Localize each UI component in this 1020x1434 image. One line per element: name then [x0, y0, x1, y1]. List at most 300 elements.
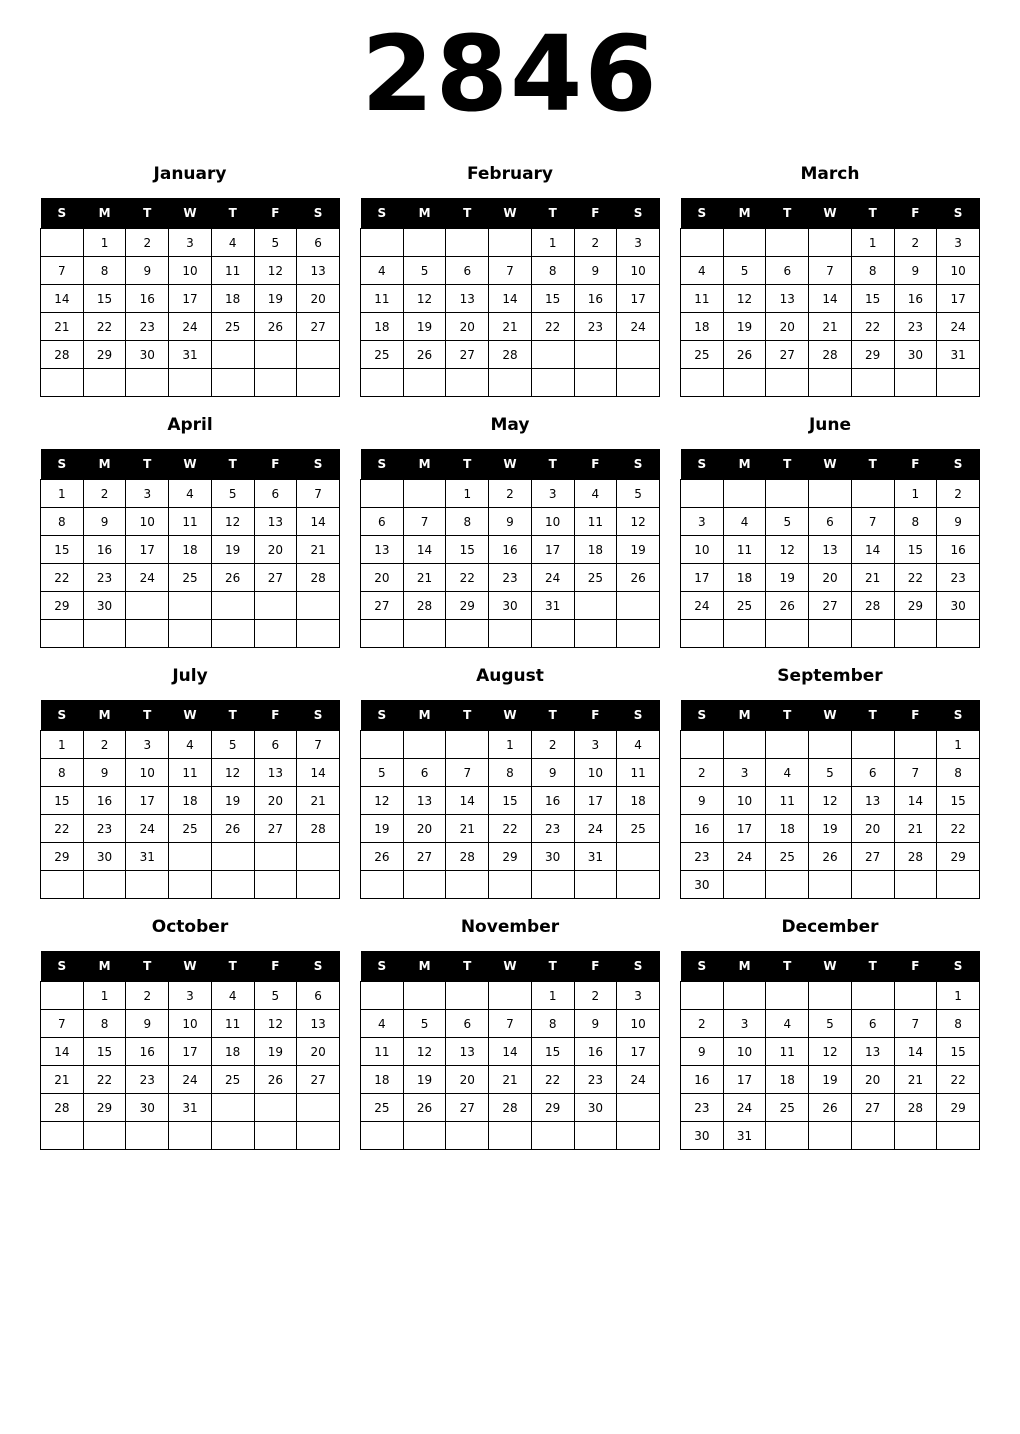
day-cell[interactable]: 29	[531, 1094, 574, 1122]
day-cell[interactable]	[809, 369, 852, 397]
day-cell[interactable]: 24	[126, 564, 169, 592]
day-cell[interactable]: 7	[446, 759, 489, 787]
day-cell[interactable]: 19	[403, 1066, 446, 1094]
day-cell[interactable]: 23	[681, 1094, 724, 1122]
day-cell[interactable]	[446, 369, 489, 397]
day-cell[interactable]: 27	[446, 341, 489, 369]
day-cell[interactable]: 19	[403, 313, 446, 341]
day-cell[interactable]: 10	[617, 257, 660, 285]
day-cell[interactable]: 2	[681, 759, 724, 787]
day-cell[interactable]: 8	[531, 257, 574, 285]
day-cell[interactable]: 22	[446, 564, 489, 592]
day-cell[interactable]: 13	[766, 285, 809, 313]
day-cell[interactable]	[766, 229, 809, 257]
day-cell[interactable]: 29	[41, 843, 84, 871]
day-cell[interactable]: 19	[809, 815, 852, 843]
day-cell[interactable]: 4	[361, 257, 404, 285]
day-cell[interactable]: 17	[617, 1038, 660, 1066]
day-cell[interactable]: 2	[681, 1010, 724, 1038]
day-cell[interactable]	[809, 1122, 852, 1150]
day-cell[interactable]	[169, 1122, 212, 1150]
day-cell[interactable]: 31	[937, 341, 980, 369]
day-cell[interactable]	[574, 369, 617, 397]
day-cell[interactable]: 30	[894, 341, 937, 369]
day-cell[interactable]: 27	[297, 313, 340, 341]
day-cell[interactable]: 12	[254, 1010, 297, 1038]
day-cell[interactable]: 1	[894, 480, 937, 508]
day-cell[interactable]	[446, 1122, 489, 1150]
day-cell[interactable]: 29	[41, 592, 84, 620]
day-cell[interactable]	[169, 843, 212, 871]
day-cell[interactable]	[681, 620, 724, 648]
day-cell[interactable]: 15	[83, 1038, 126, 1066]
day-cell[interactable]	[83, 369, 126, 397]
day-cell[interactable]: 18	[211, 285, 254, 313]
day-cell[interactable]: 23	[83, 564, 126, 592]
day-cell[interactable]: 9	[489, 508, 532, 536]
day-cell[interactable]	[531, 1122, 574, 1150]
day-cell[interactable]: 12	[766, 536, 809, 564]
day-cell[interactable]: 24	[681, 592, 724, 620]
day-cell[interactable]	[297, 871, 340, 899]
day-cell[interactable]: 13	[446, 285, 489, 313]
day-cell[interactable]	[766, 480, 809, 508]
day-cell[interactable]	[446, 229, 489, 257]
day-cell[interactable]: 13	[361, 536, 404, 564]
day-cell[interactable]: 6	[766, 257, 809, 285]
day-cell[interactable]	[723, 229, 766, 257]
day-cell[interactable]: 19	[211, 536, 254, 564]
day-cell[interactable]	[531, 871, 574, 899]
day-cell[interactable]: 27	[851, 1094, 894, 1122]
day-cell[interactable]: 28	[446, 843, 489, 871]
day-cell[interactable]: 4	[723, 508, 766, 536]
day-cell[interactable]	[766, 1122, 809, 1150]
day-cell[interactable]	[361, 229, 404, 257]
day-cell[interactable]: 23	[681, 843, 724, 871]
day-cell[interactable]	[446, 731, 489, 759]
day-cell[interactable]: 26	[254, 313, 297, 341]
day-cell[interactable]: 28	[809, 341, 852, 369]
day-cell[interactable]	[681, 982, 724, 1010]
day-cell[interactable]	[766, 620, 809, 648]
day-cell[interactable]: 27	[766, 341, 809, 369]
day-cell[interactable]	[211, 843, 254, 871]
day-cell[interactable]: 3	[723, 1010, 766, 1038]
day-cell[interactable]: 4	[361, 1010, 404, 1038]
day-cell[interactable]: 5	[211, 731, 254, 759]
day-cell[interactable]: 3	[531, 480, 574, 508]
day-cell[interactable]: 6	[403, 759, 446, 787]
day-cell[interactable]	[681, 229, 724, 257]
day-cell[interactable]: 28	[489, 1094, 532, 1122]
day-cell[interactable]: 31	[169, 341, 212, 369]
day-cell[interactable]: 1	[41, 480, 84, 508]
day-cell[interactable]: 9	[937, 508, 980, 536]
day-cell[interactable]: 25	[723, 592, 766, 620]
day-cell[interactable]	[126, 1122, 169, 1150]
day-cell[interactable]: 15	[894, 536, 937, 564]
day-cell[interactable]	[254, 369, 297, 397]
day-cell[interactable]: 2	[894, 229, 937, 257]
day-cell[interactable]: 6	[254, 480, 297, 508]
day-cell[interactable]: 8	[41, 508, 84, 536]
day-cell[interactable]: 3	[169, 982, 212, 1010]
day-cell[interactable]: 29	[83, 1094, 126, 1122]
day-cell[interactable]: 23	[894, 313, 937, 341]
day-cell[interactable]: 16	[126, 285, 169, 313]
day-cell[interactable]: 28	[894, 843, 937, 871]
day-cell[interactable]: 13	[403, 787, 446, 815]
day-cell[interactable]: 23	[531, 815, 574, 843]
day-cell[interactable]: 24	[617, 313, 660, 341]
day-cell[interactable]	[809, 620, 852, 648]
day-cell[interactable]: 27	[254, 815, 297, 843]
day-cell[interactable]: 28	[41, 341, 84, 369]
day-cell[interactable]	[211, 1094, 254, 1122]
day-cell[interactable]: 30	[681, 871, 724, 899]
day-cell[interactable]	[617, 341, 660, 369]
day-cell[interactable]: 1	[851, 229, 894, 257]
day-cell[interactable]: 30	[681, 1122, 724, 1150]
day-cell[interactable]: 13	[446, 1038, 489, 1066]
day-cell[interactable]	[617, 369, 660, 397]
day-cell[interactable]: 8	[937, 1010, 980, 1038]
day-cell[interactable]: 25	[766, 1094, 809, 1122]
day-cell[interactable]: 24	[937, 313, 980, 341]
day-cell[interactable]	[297, 843, 340, 871]
day-cell[interactable]: 31	[169, 1094, 212, 1122]
day-cell[interactable]: 3	[617, 982, 660, 1010]
day-cell[interactable]: 10	[574, 759, 617, 787]
day-cell[interactable]: 21	[489, 313, 532, 341]
day-cell[interactable]: 10	[937, 257, 980, 285]
day-cell[interactable]: 29	[937, 843, 980, 871]
day-cell[interactable]: 24	[531, 564, 574, 592]
day-cell[interactable]	[403, 229, 446, 257]
day-cell[interactable]	[894, 731, 937, 759]
day-cell[interactable]	[617, 1094, 660, 1122]
day-cell[interactable]: 20	[361, 564, 404, 592]
day-cell[interactable]: 3	[681, 508, 724, 536]
day-cell[interactable]	[489, 369, 532, 397]
day-cell[interactable]	[851, 480, 894, 508]
day-cell[interactable]: 7	[41, 1010, 84, 1038]
day-cell[interactable]: 15	[531, 285, 574, 313]
day-cell[interactable]: 22	[894, 564, 937, 592]
day-cell[interactable]	[403, 369, 446, 397]
day-cell[interactable]: 14	[809, 285, 852, 313]
day-cell[interactable]: 7	[489, 257, 532, 285]
day-cell[interactable]	[211, 341, 254, 369]
day-cell[interactable]	[766, 731, 809, 759]
day-cell[interactable]: 4	[617, 731, 660, 759]
day-cell[interactable]: 15	[41, 787, 84, 815]
day-cell[interactable]: 11	[766, 1038, 809, 1066]
day-cell[interactable]: 7	[489, 1010, 532, 1038]
day-cell[interactable]: 23	[126, 1066, 169, 1094]
day-cell[interactable]: 10	[723, 787, 766, 815]
day-cell[interactable]: 7	[894, 1010, 937, 1038]
day-cell[interactable]: 14	[446, 787, 489, 815]
day-cell[interactable]: 8	[489, 759, 532, 787]
day-cell[interactable]: 20	[403, 815, 446, 843]
day-cell[interactable]	[297, 369, 340, 397]
day-cell[interactable]: 10	[723, 1038, 766, 1066]
day-cell[interactable]	[489, 229, 532, 257]
day-cell[interactable]: 21	[489, 1066, 532, 1094]
day-cell[interactable]: 19	[361, 815, 404, 843]
day-cell[interactable]: 30	[937, 592, 980, 620]
day-cell[interactable]: 2	[489, 480, 532, 508]
day-cell[interactable]	[809, 982, 852, 1010]
day-cell[interactable]	[809, 731, 852, 759]
day-cell[interactable]	[41, 620, 84, 648]
day-cell[interactable]: 2	[574, 229, 617, 257]
day-cell[interactable]: 17	[531, 536, 574, 564]
day-cell[interactable]	[489, 871, 532, 899]
day-cell[interactable]: 13	[851, 787, 894, 815]
day-cell[interactable]: 21	[41, 1066, 84, 1094]
day-cell[interactable]	[723, 982, 766, 1010]
day-cell[interactable]	[297, 1122, 340, 1150]
day-cell[interactable]	[41, 982, 84, 1010]
day-cell[interactable]: 1	[531, 982, 574, 1010]
day-cell[interactable]	[41, 229, 84, 257]
day-cell[interactable]: 9	[681, 1038, 724, 1066]
day-cell[interactable]: 22	[41, 815, 84, 843]
day-cell[interactable]: 21	[41, 313, 84, 341]
day-cell[interactable]: 25	[574, 564, 617, 592]
day-cell[interactable]: 27	[403, 843, 446, 871]
day-cell[interactable]: 16	[681, 815, 724, 843]
day-cell[interactable]: 23	[574, 1066, 617, 1094]
day-cell[interactable]	[766, 871, 809, 899]
day-cell[interactable]: 20	[851, 815, 894, 843]
day-cell[interactable]	[766, 982, 809, 1010]
day-cell[interactable]: 12	[361, 787, 404, 815]
day-cell[interactable]: 18	[681, 313, 724, 341]
day-cell[interactable]: 5	[617, 480, 660, 508]
day-cell[interactable]: 3	[574, 731, 617, 759]
day-cell[interactable]: 28	[489, 341, 532, 369]
day-cell[interactable]: 17	[574, 787, 617, 815]
day-cell[interactable]	[446, 620, 489, 648]
day-cell[interactable]: 26	[254, 1066, 297, 1094]
day-cell[interactable]: 13	[254, 759, 297, 787]
day-cell[interactable]: 2	[83, 480, 126, 508]
day-cell[interactable]: 28	[894, 1094, 937, 1122]
day-cell[interactable]: 21	[297, 787, 340, 815]
day-cell[interactable]: 21	[446, 815, 489, 843]
day-cell[interactable]: 10	[681, 536, 724, 564]
day-cell[interactable]: 25	[169, 564, 212, 592]
day-cell[interactable]: 4	[766, 1010, 809, 1038]
day-cell[interactable]	[83, 871, 126, 899]
day-cell[interactable]: 15	[83, 285, 126, 313]
day-cell[interactable]	[361, 480, 404, 508]
day-cell[interactable]	[126, 620, 169, 648]
day-cell[interactable]: 4	[169, 480, 212, 508]
day-cell[interactable]: 30	[126, 1094, 169, 1122]
day-cell[interactable]: 4	[211, 229, 254, 257]
day-cell[interactable]: 9	[574, 1010, 617, 1038]
day-cell[interactable]: 7	[297, 731, 340, 759]
day-cell[interactable]: 20	[851, 1066, 894, 1094]
day-cell[interactable]: 22	[531, 1066, 574, 1094]
day-cell[interactable]: 9	[894, 257, 937, 285]
day-cell[interactable]	[851, 1122, 894, 1150]
day-cell[interactable]: 24	[574, 815, 617, 843]
day-cell[interactable]: 12	[809, 1038, 852, 1066]
day-cell[interactable]	[41, 1122, 84, 1150]
day-cell[interactable]	[41, 871, 84, 899]
day-cell[interactable]	[211, 369, 254, 397]
day-cell[interactable]: 26	[617, 564, 660, 592]
day-cell[interactable]: 18	[617, 787, 660, 815]
day-cell[interactable]: 14	[41, 285, 84, 313]
day-cell[interactable]: 25	[617, 815, 660, 843]
day-cell[interactable]: 8	[83, 1010, 126, 1038]
day-cell[interactable]	[254, 620, 297, 648]
day-cell[interactable]: 18	[169, 536, 212, 564]
day-cell[interactable]	[617, 1122, 660, 1150]
day-cell[interactable]: 3	[937, 229, 980, 257]
day-cell[interactable]: 11	[681, 285, 724, 313]
day-cell[interactable]: 25	[211, 313, 254, 341]
day-cell[interactable]: 22	[851, 313, 894, 341]
day-cell[interactable]: 3	[169, 229, 212, 257]
day-cell[interactable]: 28	[297, 564, 340, 592]
day-cell[interactable]: 28	[41, 1094, 84, 1122]
day-cell[interactable]	[851, 871, 894, 899]
day-cell[interactable]	[297, 341, 340, 369]
day-cell[interactable]	[254, 1122, 297, 1150]
day-cell[interactable]	[489, 982, 532, 1010]
day-cell[interactable]	[403, 871, 446, 899]
day-cell[interactable]: 19	[766, 564, 809, 592]
day-cell[interactable]: 10	[169, 257, 212, 285]
day-cell[interactable]: 22	[531, 313, 574, 341]
day-cell[interactable]: 30	[83, 843, 126, 871]
day-cell[interactable]: 30	[126, 341, 169, 369]
day-cell[interactable]	[851, 731, 894, 759]
day-cell[interactable]	[403, 731, 446, 759]
day-cell[interactable]: 22	[83, 313, 126, 341]
day-cell[interactable]: 12	[403, 1038, 446, 1066]
day-cell[interactable]: 1	[83, 229, 126, 257]
day-cell[interactable]: 7	[809, 257, 852, 285]
day-cell[interactable]: 1	[531, 229, 574, 257]
day-cell[interactable]: 8	[531, 1010, 574, 1038]
day-cell[interactable]: 26	[403, 341, 446, 369]
day-cell[interactable]	[83, 620, 126, 648]
day-cell[interactable]	[937, 620, 980, 648]
day-cell[interactable]	[211, 592, 254, 620]
day-cell[interactable]: 17	[723, 1066, 766, 1094]
day-cell[interactable]: 8	[894, 508, 937, 536]
day-cell[interactable]	[169, 369, 212, 397]
day-cell[interactable]: 15	[531, 1038, 574, 1066]
day-cell[interactable]: 14	[489, 285, 532, 313]
day-cell[interactable]	[723, 871, 766, 899]
day-cell[interactable]: 13	[297, 1010, 340, 1038]
day-cell[interactable]: 26	[211, 815, 254, 843]
day-cell[interactable]: 5	[809, 1010, 852, 1038]
day-cell[interactable]: 26	[766, 592, 809, 620]
day-cell[interactable]: 18	[361, 313, 404, 341]
day-cell[interactable]: 25	[169, 815, 212, 843]
day-cell[interactable]: 31	[126, 843, 169, 871]
day-cell[interactable]: 6	[851, 1010, 894, 1038]
day-cell[interactable]	[574, 620, 617, 648]
day-cell[interactable]: 12	[617, 508, 660, 536]
day-cell[interactable]: 15	[937, 787, 980, 815]
day-cell[interactable]: 4	[766, 759, 809, 787]
day-cell[interactable]	[297, 620, 340, 648]
day-cell[interactable]: 20	[446, 1066, 489, 1094]
day-cell[interactable]: 16	[126, 1038, 169, 1066]
day-cell[interactable]: 12	[211, 759, 254, 787]
day-cell[interactable]: 2	[126, 229, 169, 257]
day-cell[interactable]: 23	[83, 815, 126, 843]
day-cell[interactable]: 8	[41, 759, 84, 787]
day-cell[interactable]	[766, 369, 809, 397]
day-cell[interactable]: 23	[937, 564, 980, 592]
day-cell[interactable]	[297, 592, 340, 620]
day-cell[interactable]: 24	[723, 1094, 766, 1122]
day-cell[interactable]: 14	[894, 787, 937, 815]
day-cell[interactable]: 5	[766, 508, 809, 536]
day-cell[interactable]: 31	[574, 843, 617, 871]
day-cell[interactable]: 24	[169, 313, 212, 341]
day-cell[interactable]: 11	[169, 508, 212, 536]
day-cell[interactable]: 8	[83, 257, 126, 285]
day-cell[interactable]: 9	[126, 1010, 169, 1038]
day-cell[interactable]	[169, 871, 212, 899]
day-cell[interactable]	[169, 592, 212, 620]
day-cell[interactable]	[617, 592, 660, 620]
day-cell[interactable]: 5	[254, 229, 297, 257]
day-cell[interactable]	[403, 1122, 446, 1150]
day-cell[interactable]: 27	[851, 843, 894, 871]
day-cell[interactable]	[851, 369, 894, 397]
day-cell[interactable]	[254, 871, 297, 899]
day-cell[interactable]: 27	[254, 564, 297, 592]
day-cell[interactable]: 16	[489, 536, 532, 564]
day-cell[interactable]: 19	[254, 1038, 297, 1066]
day-cell[interactable]: 28	[403, 592, 446, 620]
day-cell[interactable]	[531, 369, 574, 397]
day-cell[interactable]: 30	[83, 592, 126, 620]
day-cell[interactable]: 18	[766, 1066, 809, 1094]
day-cell[interactable]: 16	[894, 285, 937, 313]
day-cell[interactable]: 6	[254, 731, 297, 759]
day-cell[interactable]	[531, 341, 574, 369]
day-cell[interactable]	[894, 369, 937, 397]
day-cell[interactable]: 31	[531, 592, 574, 620]
day-cell[interactable]: 11	[617, 759, 660, 787]
day-cell[interactable]: 29	[894, 592, 937, 620]
day-cell[interactable]	[211, 871, 254, 899]
day-cell[interactable]: 6	[297, 229, 340, 257]
day-cell[interactable]: 5	[403, 257, 446, 285]
day-cell[interactable]: 3	[723, 759, 766, 787]
day-cell[interactable]: 9	[574, 257, 617, 285]
day-cell[interactable]: 20	[766, 313, 809, 341]
day-cell[interactable]	[489, 620, 532, 648]
day-cell[interactable]: 19	[211, 787, 254, 815]
